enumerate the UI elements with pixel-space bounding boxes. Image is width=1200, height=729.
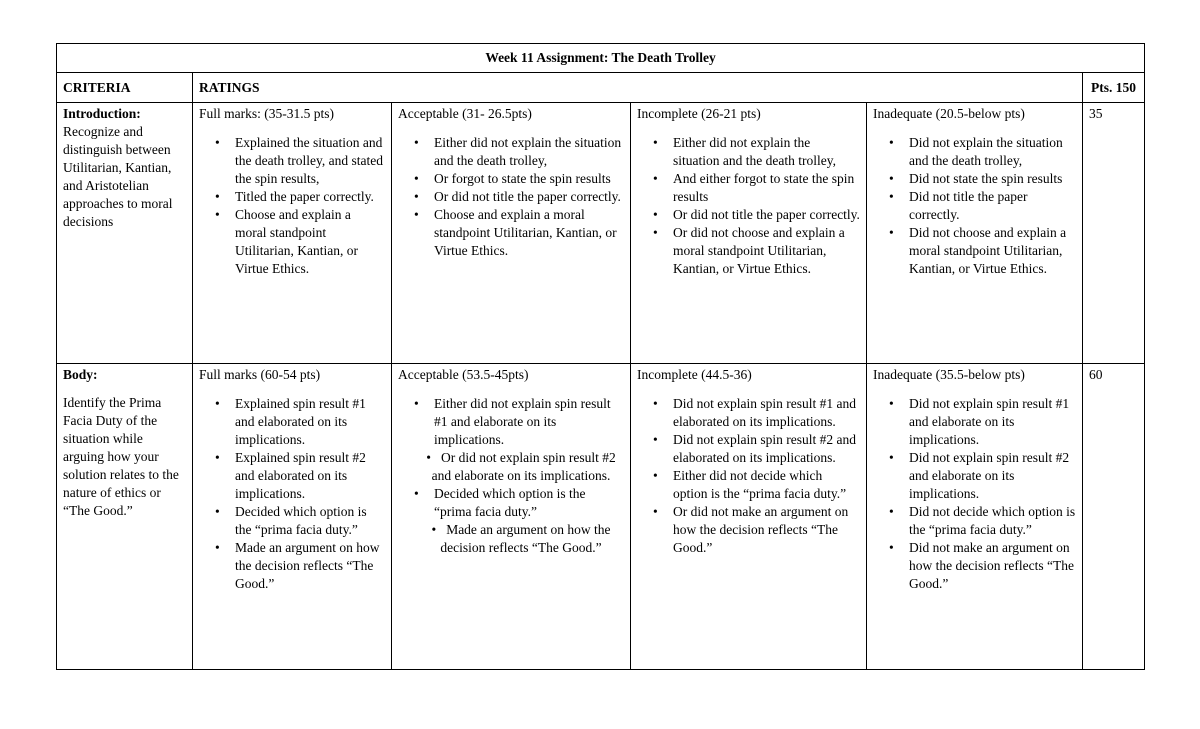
- rating-bullets: [873, 134, 1076, 278]
- criterion-title: Body:: [63, 367, 98, 382]
- rating-inadequate: [867, 103, 1083, 364]
- criterion-title: Introduction:: [63, 106, 141, 121]
- rating-bullet: • Or did not explain spin result #2 and elaborate on its implications.: [398, 449, 624, 485]
- rating-bullet: • Decided which option is the “prima facia duty.”: [398, 485, 624, 521]
- criterion-description: Recognize and distinguish between Utilitarian, Kantian, and Aristotelian approaches to moral decisions: [63, 124, 173, 229]
- rating-bullet: • Titled the paper correctly.: [199, 188, 385, 206]
- rating-full-marks: [193, 103, 392, 364]
- rating-acceptable: [392, 103, 631, 364]
- rating-inadequate: [867, 364, 1083, 670]
- rating-bullets: [873, 395, 1076, 593]
- rating-bullet: • Did not state the spin results: [873, 170, 1076, 188]
- rating-bullet: • Did not make an argument on how the decision reflects “The Good.”: [873, 539, 1076, 593]
- rating-bullets: [199, 134, 385, 278]
- rating-bullets: [199, 395, 385, 593]
- rating-bullet: • Or did not title the paper correctly.: [637, 206, 860, 224]
- points-value: 60: [1083, 364, 1145, 670]
- criterion-description: Identify the Prima Facia Duty of the situation while arguing how your solution relates to the nature of ethics or “The Good.”: [63, 395, 179, 518]
- rating-bullet: • Explained spin result #2 and elaborated on its implications.: [199, 449, 385, 503]
- rubric-table: [56, 43, 1145, 670]
- rating-bullet: • Did not explain spin result #1 and elaborate on its implications.: [873, 395, 1076, 449]
- rating-bullet: • Did not explain spin result #2 and elaborated on its implications.: [637, 431, 860, 467]
- criterion-cell: [57, 103, 193, 364]
- points-value: 35: [1083, 103, 1145, 364]
- rating-bullet: • Made an argument on how the decision reflects “The Good.”: [398, 521, 624, 557]
- rating-head: Inadequate (35.5-below pts): [873, 367, 1025, 382]
- rubric-title: Week 11 Assignment: The Death Trolley: [57, 44, 1145, 73]
- rating-acceptable: [392, 364, 631, 670]
- rating-bullet: • Either did not decide which option is the “prima facia duty.”: [637, 467, 860, 503]
- rating-head: Full marks (60-54 pts): [199, 367, 321, 382]
- rating-bullets: [398, 134, 624, 260]
- rating-bullet: • Did not decide which option is the “prima facia duty.”: [873, 503, 1076, 539]
- rating-head: Incomplete (44.5-36): [637, 367, 752, 382]
- rating-bullet: • Choose and explain a moral standpoint Utilitarian, Kantian, or Virtue Ethics.: [398, 206, 624, 260]
- rating-bullets: [398, 485, 624, 521]
- rating-bullets: [398, 395, 624, 449]
- rating-bullet: • Either did not explain spin result #1 and elaborate on its implications.: [398, 395, 624, 449]
- rating-head: Incomplete (26-21 pts): [637, 106, 761, 121]
- header-row: [57, 73, 1145, 103]
- rating-head: Inadequate (20.5-below pts): [873, 106, 1025, 121]
- rating-bullets-centered: [398, 521, 624, 557]
- rating-bullet: • Or forgot to state the spin results: [398, 170, 624, 188]
- rating-bullet: • Either did not explain the situation and the death trolley,: [398, 134, 624, 170]
- rating-bullet: • Or did not choose and explain a moral standpoint Utilitarian, Kantian, or Virtue Ethics.: [637, 224, 860, 278]
- rating-bullet: • Or did not title the paper correctly.: [398, 188, 624, 206]
- rating-head: Full marks: (35-31.5 pts): [199, 106, 334, 121]
- rating-bullets: [637, 134, 860, 278]
- rating-full-marks: [193, 364, 392, 670]
- rating-bullet: • Did not choose and explain a moral standpoint Utilitarian, Kantian, or Virtue Ethics.: [873, 224, 1076, 278]
- criteria-header: CRITERIA: [57, 73, 193, 103]
- rating-bullet: • Did not title the paper correctly.: [873, 188, 1076, 224]
- rating-incomplete: [631, 364, 867, 670]
- rating-bullets: [637, 395, 860, 557]
- rating-head: Acceptable (53.5-45pts): [398, 367, 529, 382]
- rating-bullet: • Did not explain spin result #2 and elaborate on its implications.: [873, 449, 1076, 503]
- rating-bullet: • Choose and explain a moral standpoint Utilitarian, Kantian, or Virtue Ethics.: [199, 206, 385, 278]
- rating-bullet: • Or did not make an argument on how the decision reflects “The Good.”: [637, 503, 860, 557]
- rating-bullet: • And either forgot to state the spin results: [637, 170, 860, 206]
- rating-bullet: • Explained spin result #1 and elaborated on its implications.: [199, 395, 385, 449]
- rating-bullet: • Explained the situation and the death trolley, and stated the spin results,: [199, 134, 385, 188]
- criterion-cell: [57, 364, 193, 670]
- title-row: [57, 44, 1145, 73]
- rating-incomplete: [631, 103, 867, 364]
- rating-bullet: • Decided which option is the “prima facia duty.”: [199, 503, 385, 539]
- ratings-header: RATINGS: [193, 73, 1083, 103]
- rating-bullet: • Did not explain spin result #1 and elaborated on its implications.: [637, 395, 860, 431]
- points-header: Pts. 150: [1083, 73, 1145, 103]
- rating-bullet: • Either did not explain the situation and the death trolley,: [637, 134, 860, 170]
- rating-bullet: • Made an argument on how the decision reflects “The Good.”: [199, 539, 385, 593]
- introduction-row: [57, 103, 1145, 364]
- rating-head: Acceptable (31- 26.5pts): [398, 106, 532, 121]
- rating-bullets-centered: [398, 449, 624, 485]
- body-row: [57, 364, 1145, 670]
- rating-bullet: • Did not explain the situation and the death trolley,: [873, 134, 1076, 170]
